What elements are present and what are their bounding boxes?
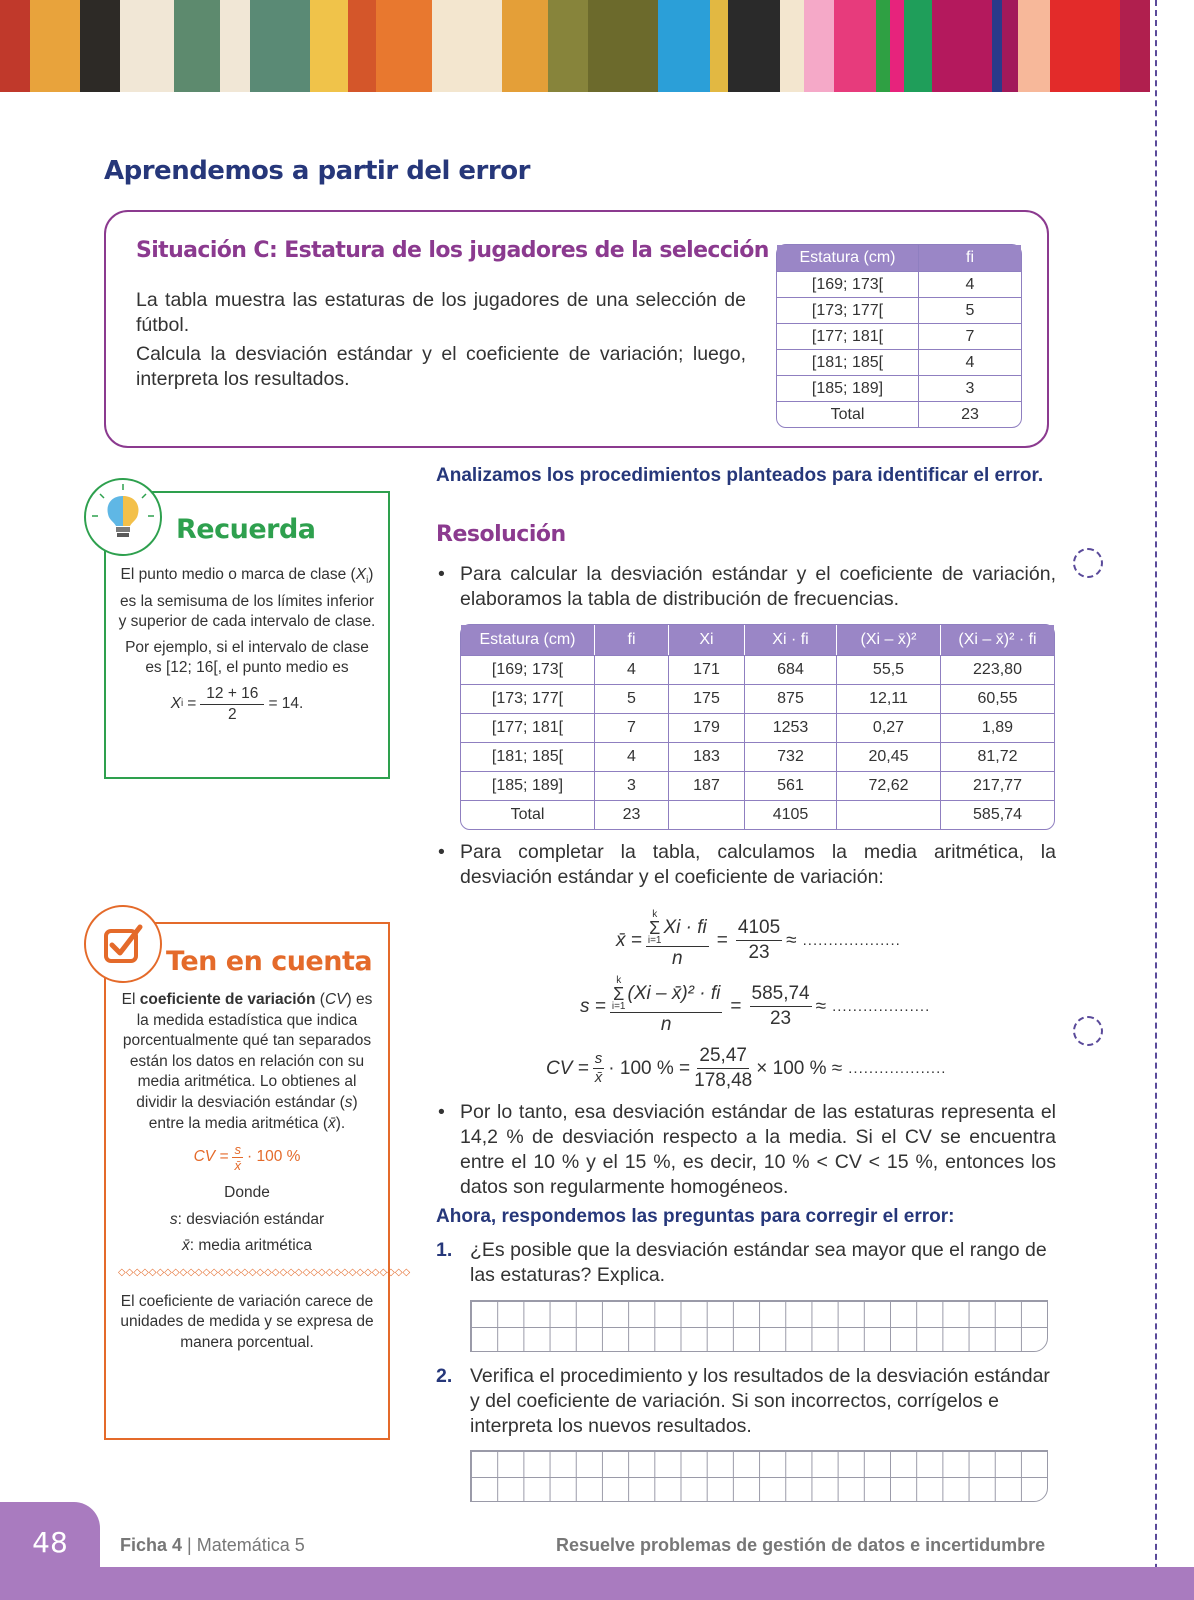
fraction bbox=[694, 1044, 752, 1093]
table-header: (Xi – x̄)² · fi bbox=[941, 625, 1054, 655]
subscript: i bbox=[180, 697, 184, 709]
sum-body: Xi · fi bbox=[663, 917, 707, 938]
question-number: 2. bbox=[436, 1365, 453, 1387]
answer-blank[interactable]: ................... bbox=[832, 998, 931, 1015]
table-cell: 732 bbox=[745, 742, 837, 771]
table-row bbox=[777, 401, 1021, 427]
bold-term: coeficiente de variación bbox=[139, 991, 316, 1008]
table-cell: 60,55 bbox=[941, 684, 1054, 713]
cv-definition bbox=[118, 990, 376, 1134]
table-cell: [173; 177[ bbox=[777, 297, 919, 323]
table-cell: 585,74 bbox=[941, 800, 1054, 829]
table-cell: 0,27 bbox=[837, 713, 941, 742]
table-cell: 4 bbox=[919, 271, 1021, 297]
text-run: : desviación estándar bbox=[177, 1210, 325, 1228]
footer-competence: Resuelve problemas de gestión de datos e incertidumbre bbox=[556, 1535, 1046, 1555]
situation-paragraph: Calcula la desviación estándar y el coeficiente de variación; luego, interpreta los resultados. bbox=[136, 343, 746, 390]
recuerda-paragraph bbox=[118, 565, 376, 633]
situation-title: Situación C: Estatura de los jugadores de la selección bbox=[136, 238, 769, 263]
variable: x̄ bbox=[181, 1237, 190, 1255]
variable: s bbox=[344, 1093, 353, 1111]
table-header: Estatura (cm) bbox=[461, 625, 595, 655]
table-header: Xi · fi bbox=[745, 625, 837, 655]
table-cell: 55,5 bbox=[837, 655, 941, 684]
table-row bbox=[777, 349, 1021, 375]
denominator: 2 bbox=[228, 705, 237, 723]
table-header: fi bbox=[595, 625, 669, 655]
ficha-label: Ficha 4 bbox=[120, 1535, 183, 1555]
donde-label: Donde bbox=[224, 1184, 270, 1202]
table-cell: 3 bbox=[919, 375, 1021, 401]
variable: CV bbox=[324, 991, 347, 1008]
table-cell: 4 bbox=[595, 655, 669, 684]
table-row bbox=[461, 684, 1054, 713]
table-row bbox=[777, 375, 1021, 401]
x-definition bbox=[118, 1236, 376, 1257]
bullet-item: • Por lo tanto, esa desviación estándar de las estaturas representa el 14,2 % de desviación respecto a la media. Si el CV se encuentra entre el 10 % y el 15 %, es decir, 10 % < CV < 15 %, entonces los datos son regularmente homogéneos. bbox=[436, 1100, 1056, 1200]
recuerda-title: Recuerda bbox=[176, 514, 316, 545]
question-item bbox=[436, 1364, 1056, 1439]
table-cell bbox=[837, 800, 941, 829]
numerator: 4105 bbox=[736, 916, 782, 941]
table-cell: 187 bbox=[669, 771, 745, 800]
table-cell: 175 bbox=[669, 684, 745, 713]
sum-lower: i=1 bbox=[611, 1001, 626, 1012]
situation-text bbox=[136, 288, 746, 396]
ten-en-cuenta-text bbox=[118, 990, 411, 1353]
table-cell: 72,62 bbox=[837, 771, 941, 800]
denominator: 23 bbox=[748, 942, 770, 963]
denominator: x̄ bbox=[594, 1069, 603, 1086]
result: = 14. bbox=[268, 694, 304, 712]
recuerda-paragraph: Por ejemplo, si el intervalo de clase es [12; 16[, el punto medio es bbox=[125, 638, 369, 677]
table-cell bbox=[669, 800, 745, 829]
cv-formula bbox=[118, 1142, 376, 1173]
question-number: 1. bbox=[436, 1239, 453, 1261]
mean-equation bbox=[616, 910, 901, 971]
text-run: ) es la semisuma de los límites inferior y superior de cada intervalo de clase. bbox=[118, 566, 376, 631]
textile-banner bbox=[0, 0, 1194, 92]
question-text: ¿Es posible que la desviación estándar sea mayor que el rango de las estaturas? Explica. bbox=[470, 1239, 1047, 1286]
question-text: Verifica el procedimiento y los resultados de la desviación estándar y del coeficiente de variación. Si son incorrectos, corrígelos e interpreta los nuevos resultados. bbox=[470, 1365, 1050, 1437]
answer-blank[interactable]: ................... bbox=[848, 1060, 947, 1077]
table-cell: [173; 177[ bbox=[461, 684, 595, 713]
frequency-table bbox=[460, 624, 1055, 830]
page-title: Aprendemos a partir del error bbox=[104, 156, 530, 186]
diamond-divider: ◇◇◇◇◇◇◇◇◇◇◇◇◇◇◇◇◇◇◇◇◇◇◇◇◇◇◇◇◇◇◇◇◇◇◇◇◇◇ bbox=[118, 1266, 411, 1278]
height-table bbox=[776, 244, 1022, 428]
ten-en-cuenta-title: Ten en cuenta bbox=[166, 946, 373, 977]
sum-body: (Xi – x̄)² · fi bbox=[627, 983, 721, 1004]
midpoint-formula bbox=[98, 684, 376, 725]
punch-hole bbox=[1073, 548, 1103, 578]
table-cell: [185; 189] bbox=[461, 771, 595, 800]
table-cell: 7 bbox=[595, 713, 669, 742]
numerator: s bbox=[234, 1142, 241, 1158]
table-row bbox=[461, 713, 1054, 742]
approx-sign: ≈ bbox=[786, 929, 797, 951]
table-cell: Total bbox=[777, 401, 919, 427]
equals-sign: = bbox=[730, 995, 742, 1017]
table-cell: 3 bbox=[595, 771, 669, 800]
table-cell: 561 bbox=[745, 771, 837, 800]
fraction bbox=[232, 1142, 243, 1173]
text-run: El punto medio o marca de clase ( bbox=[120, 566, 356, 583]
situation-paragraph: La tabla muestra las estaturas de los jugadores de una selección de fútbol. bbox=[136, 289, 746, 336]
text-run: ( bbox=[319, 991, 325, 1008]
table-cell: 171 bbox=[669, 655, 745, 684]
fraction bbox=[610, 976, 723, 1037]
s-definition bbox=[118, 1210, 376, 1231]
equals-sign: = bbox=[716, 929, 728, 951]
punch-hole bbox=[1073, 1016, 1103, 1046]
questions-intro: Ahora, respondemos las preguntas para corregir el error: bbox=[436, 1206, 955, 1227]
bullet-item: • Para completar la tabla, calculamos la media aritmética, la desviación estándar y el coeficiente de variación: bbox=[436, 840, 1056, 890]
text-run: ) entre la media aritmética ( bbox=[148, 1093, 358, 1132]
table-header: Xi bbox=[669, 625, 745, 655]
question-item bbox=[436, 1238, 1056, 1288]
text-run: : media aritmética bbox=[189, 1237, 313, 1255]
formula-lhs: s = bbox=[580, 995, 606, 1017]
table-row bbox=[461, 771, 1054, 800]
resolution-title: Resolución bbox=[436, 522, 566, 547]
table-cell: [177; 181[ bbox=[461, 713, 595, 742]
table-header: (Xi – x̄)² bbox=[837, 625, 941, 655]
table-cell: [169; 173[ bbox=[461, 655, 595, 684]
recuerda-text bbox=[118, 565, 376, 725]
text-run: El bbox=[121, 991, 136, 1008]
numerator: 585,74 bbox=[750, 982, 812, 1007]
denominator: n bbox=[672, 948, 683, 969]
sum-upper: k bbox=[616, 975, 622, 986]
summation: k Σ i=1 Xi · fi bbox=[647, 909, 707, 946]
text-run: ) es la medida estadística que indica porcentualmente qué tan separados están los datos en relación con su media aritmética. Lo obtienes al dividir la desviación estándar ( bbox=[122, 991, 373, 1111]
checkbox-icon bbox=[84, 905, 162, 983]
denominator: 178,48 bbox=[694, 1070, 753, 1091]
table-cell: 23 bbox=[919, 401, 1021, 427]
cv-equation bbox=[546, 1044, 946, 1093]
page-number: 48 bbox=[32, 1526, 68, 1559]
table-cell: 223,80 bbox=[941, 655, 1054, 684]
approx-sign: ≈ bbox=[815, 995, 827, 1017]
brain-bulb-icon bbox=[84, 478, 162, 556]
variable: X bbox=[170, 694, 181, 712]
table-cell: 4 bbox=[919, 349, 1021, 375]
formula-lhs: CV = bbox=[546, 1057, 589, 1079]
table-header: Estatura (cm) bbox=[777, 245, 919, 271]
answer-grid[interactable] bbox=[470, 1450, 1048, 1502]
cut-line bbox=[1155, 0, 1157, 1600]
table-header: fi bbox=[919, 245, 1021, 271]
denominator: 23 bbox=[769, 1008, 792, 1029]
separator: | bbox=[187, 1535, 192, 1555]
table-cell: 1253 bbox=[745, 713, 837, 742]
table-cell: 5 bbox=[595, 684, 669, 713]
table-cell: [181; 185[ bbox=[461, 742, 595, 771]
summation: k Σ i=1 (Xi – x̄)² · fi bbox=[611, 975, 721, 1012]
table-row bbox=[461, 655, 1054, 684]
text-run: · 100 % = bbox=[608, 1057, 691, 1079]
table-cell: 12,11 bbox=[837, 684, 941, 713]
text-run: × 100 % ≈ bbox=[756, 1057, 843, 1079]
table-cell: 875 bbox=[745, 684, 837, 713]
cv-note: El coeficiente de variación carece de unidades de medida y se expresa de manera porcentual. bbox=[120, 1292, 374, 1351]
numerator: 12 + 16 bbox=[200, 684, 264, 705]
table-row bbox=[777, 297, 1021, 323]
text-run: ). bbox=[335, 1114, 346, 1132]
table-row bbox=[461, 800, 1054, 829]
table-cell: 217,77 bbox=[941, 771, 1054, 800]
table-row bbox=[777, 323, 1021, 349]
numerator: 25,47 bbox=[697, 1044, 749, 1069]
denominator: n bbox=[660, 1014, 672, 1035]
variable: s bbox=[169, 1210, 178, 1228]
table-cell: [181; 185[ bbox=[777, 349, 919, 375]
formula-lhs: x̄ = bbox=[616, 929, 642, 951]
table-cell: 1,89 bbox=[941, 713, 1054, 742]
sum-upper: k bbox=[652, 909, 658, 920]
variable: X bbox=[355, 566, 367, 583]
fraction bbox=[736, 916, 782, 965]
sum-lower: i=1 bbox=[647, 935, 662, 946]
table-cell: 7 bbox=[919, 323, 1021, 349]
situation-box bbox=[104, 210, 1049, 448]
fraction bbox=[750, 982, 812, 1031]
table-cell: [169; 173[ bbox=[777, 271, 919, 297]
fraction bbox=[646, 910, 709, 971]
subject-label: Matemática 5 bbox=[196, 1535, 305, 1555]
answer-blank[interactable]: ................... bbox=[802, 932, 901, 949]
table-cell: [185; 189] bbox=[777, 375, 919, 401]
answer-grid[interactable] bbox=[470, 1300, 1048, 1352]
subscript: i bbox=[366, 575, 369, 587]
footer-band bbox=[0, 1567, 1194, 1600]
table-row bbox=[777, 271, 1021, 297]
table-cell: 4 bbox=[595, 742, 669, 771]
table-cell: Total bbox=[461, 800, 595, 829]
table-cell: 684 bbox=[745, 655, 837, 684]
fraction bbox=[200, 684, 264, 725]
formula-rhs: · 100 % bbox=[246, 1148, 301, 1166]
table-cell: 81,72 bbox=[941, 742, 1054, 771]
fraction bbox=[593, 1050, 605, 1087]
table-cell: 20,45 bbox=[837, 742, 941, 771]
table-row bbox=[461, 742, 1054, 771]
formula-lhs: CV = bbox=[193, 1148, 229, 1166]
bullet-item: • Para calcular la desviación estándar y el coeficiente de variación, elaboramos la tabla de distribución de frecuencias. bbox=[436, 562, 1056, 612]
analysis-intro: Analizamos los procedimientos planteados para identificar el error. bbox=[436, 465, 1044, 486]
variable: x̄ bbox=[327, 1114, 336, 1132]
table-cell: 183 bbox=[669, 742, 745, 771]
table-cell: 179 bbox=[669, 713, 745, 742]
table-cell: 4105 bbox=[745, 800, 837, 829]
denominator: x̄ bbox=[234, 1158, 241, 1174]
table-cell: 5 bbox=[919, 297, 1021, 323]
table-cell: [177; 181[ bbox=[777, 323, 919, 349]
footer-ficha bbox=[120, 1535, 305, 1556]
sd-equation bbox=[580, 976, 930, 1037]
table-cell: 23 bbox=[595, 800, 669, 829]
equals-sign: = bbox=[187, 694, 197, 712]
numerator: s bbox=[594, 1050, 603, 1067]
